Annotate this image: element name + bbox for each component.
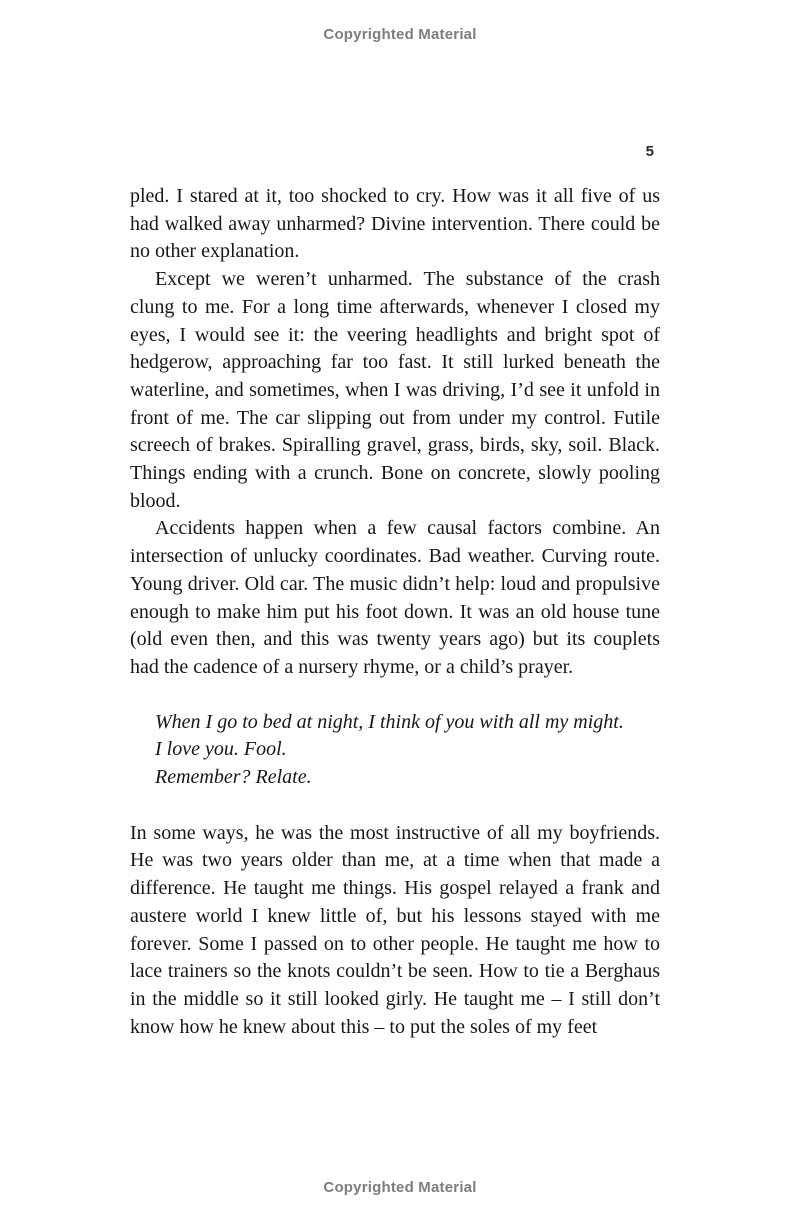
book-page-text [130, 183, 660, 1041]
copyright-notice-bottom: Copyrighted Material [323, 1179, 477, 1196]
paragraph: In some ways, he was the most instructive of all my boyfriends. He was two years older than me, at a time when that made a difference. He taught me things. His gospel relayed a frank and austere world I knew little of, but his lessons stayed with me forever. Some I passed on to other people. He taught me how to lace trainers so the knots couldn’t be seen. How to tie a Berghaus in the middle so it still looked girly. He taught me – I still don’t know how he knew about this – to put the soles of my feet [130, 821, 660, 1038]
copyright-notice-top: Copyrighted Material [323, 26, 477, 43]
paragraph-continuation: pled. I stared at it, too shocked to cry. How was it all five of us had walked away unharmed? Divine intervention. There could be no other explanation. [130, 185, 660, 263]
verse-block [155, 709, 660, 792]
paragraph: Except we weren’t unharmed. The substance of the crash clung to me. For a long time afterwards, whenever I closed my eyes, I would see it: the veering headlights and bright spot of hedgerow, approaching far too fast. It still lurked beneath the waterline, and sometimes, when I was driving, I’d see it unfold in front of me. The car slipping out from under my control. Futile screech of brakes. Spiralling gravel, grass, birds, sky, soil. Black. Things ending with a crunch. Bone on concrete, slowly pooling blood. [130, 268, 660, 512]
verse-line: When I go to bed at night, I think of you with all my might. [155, 710, 624, 733]
page-number: 5 [645, 143, 654, 160]
paragraph: Accidents happen when a few causal factors combine. An intersection of unlucky coordinates. Bad weather. Curving route. Young driver. Old car. The music didn’t help: loud and propulsive enough to make him put his foot down. It was an old house tune (old even then, and this was twenty years ago) but its couplets had the cadence of a nursery rhyme, or a child’s prayer. [130, 517, 660, 678]
verse-line: Remember? Relate. [155, 766, 312, 789]
verse-line: I love you. Fool. [155, 738, 287, 761]
